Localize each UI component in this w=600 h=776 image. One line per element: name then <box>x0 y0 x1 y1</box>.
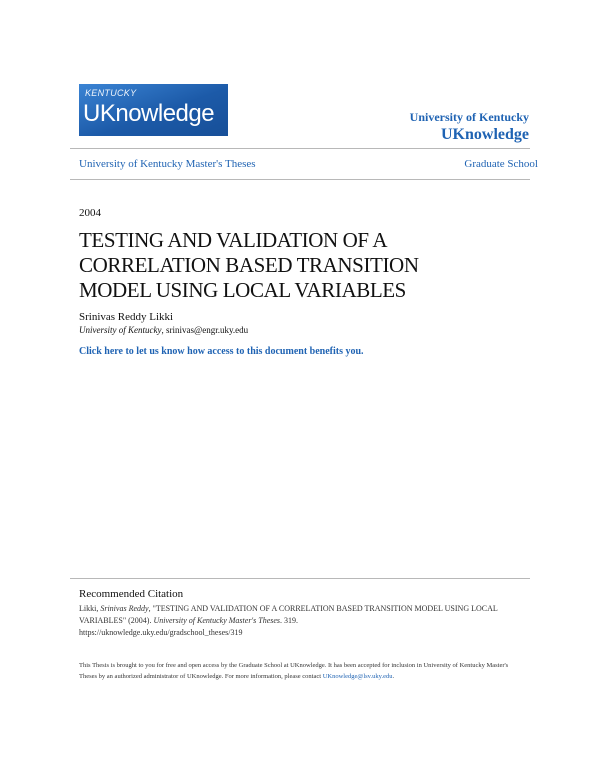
logo-wordmark <box>83 100 214 128</box>
citation-prefix: Likki, <box>79 604 101 613</box>
top-divider <box>70 148 530 149</box>
document-title: TESTING AND VALIDATION OF A CORRELATION BASED TRANSITION MODEL USING LOCAL VARIABLES <box>79 228 419 302</box>
uknowledge-logo[interactable] <box>79 84 228 136</box>
series-link[interactable]: University of Kentucky Master's Theses <box>79 158 256 170</box>
citation-series: University of Kentucky Master's Theses <box>153 616 281 625</box>
citation-first-name: Srinivas Reddy <box>100 604 149 613</box>
institution-name[interactable]: University of Kentucky <box>409 110 529 124</box>
access-notice <box>79 660 519 682</box>
graduate-school-link[interactable]: Graduate School <box>464 158 538 170</box>
publication-year: 2004 <box>79 207 101 219</box>
header-institution <box>410 110 529 144</box>
author-affiliation <box>79 325 248 335</box>
author-email: , srinivas@engr.uky.edu <box>161 325 249 335</box>
repository-name[interactable]: UKnowledge <box>441 126 529 143</box>
logo-kentucky-text: KENTUCKY <box>85 88 137 98</box>
citation-divider <box>70 578 530 579</box>
citation-url[interactable]: https://uknowledge.uky.edu/gradschool_theses/319 <box>79 628 243 637</box>
notice-end: . <box>392 673 395 680</box>
affiliation-name: University of Kentucky <box>79 325 162 335</box>
author-name[interactable]: Srinivas Reddy Likki <box>79 311 174 323</box>
nav-divider <box>70 179 530 180</box>
citation-text <box>79 603 529 639</box>
citation-number: . 319. <box>280 616 299 625</box>
contact-email-link[interactable]: UKnowledge@lsv.uky.edu <box>322 673 393 680</box>
logo-nowledge: nowledge <box>115 100 215 127</box>
notice-text: This Thesis is brought to you for free and open access by the Graduate School at UKnowledge. It has been accepted for inclusion in University of Kentucky Master's Theses by an authorized administrator of UKnowledge. For more information, please contact <box>79 662 509 680</box>
citation-title: , "TESTING AND VALIDATION OF A CORRELATION BASED TRANSITION MODEL USING LOCAL VARIABLES" (2004). <box>79 604 498 625</box>
benefit-feedback-link[interactable]: Click here to let us know how access to this document benefits you. <box>79 346 364 357</box>
citation-heading: Recommended Citation <box>79 588 184 600</box>
logo-uk: UK <box>83 100 116 127</box>
